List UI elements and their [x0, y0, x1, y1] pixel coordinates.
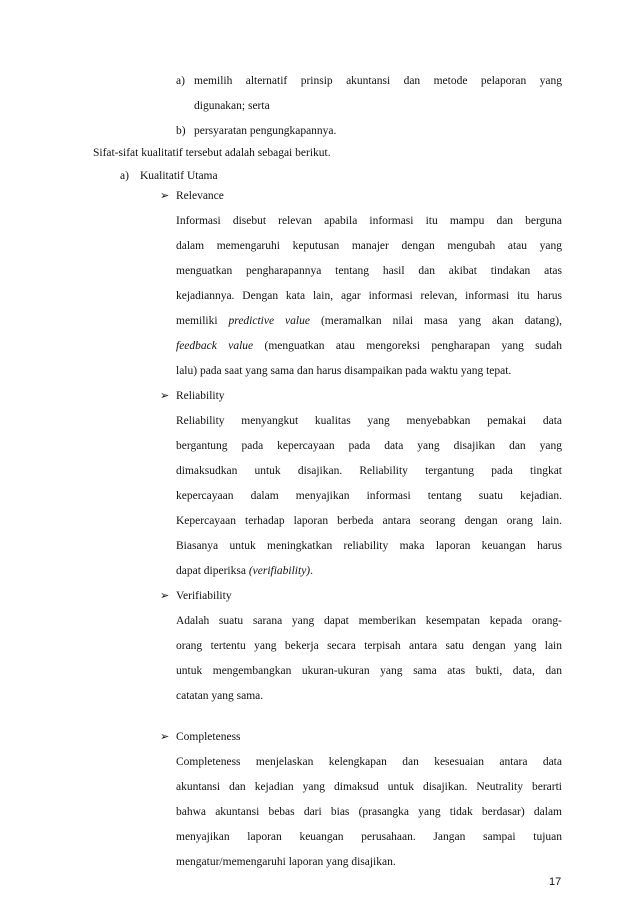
reliability-heading: Reliability [176, 390, 225, 402]
relevance-line5-pre: memiliki [176, 315, 218, 327]
verifiability-heading: Verifiability [176, 590, 232, 602]
completeness-line5: mengatur/memengaruhi laporan yang disajikan. [176, 856, 396, 868]
reliability-line3: dimaksudkan untuk disajikan. Reliability tergantung pada tingkat [176, 465, 562, 477]
bullet-arrow-icon: ➢ [160, 190, 170, 202]
reliability-line7 [176, 564, 313, 578]
section-a-title: Kualitatif Utama [140, 170, 218, 182]
verifiability-line4: catatan yang sama. [176, 690, 264, 702]
relevance-feedback-value: feedback value [176, 340, 254, 352]
relevance-line5-post: (meramalkan nilai masa yang akan datang), [320, 315, 562, 327]
verifiability-line2: orang tertentu yang bekerja secara terpisah antara satu dengan yang lain [176, 640, 562, 652]
reliability-line2: bergantung pada kepercayaan pada data yang disajikan dan yang [176, 440, 562, 452]
bullet-arrow-icon: ➢ [160, 731, 170, 743]
verifiability-line1: Adalah suatu sarana yang dapat memberikan kesempatan kepada orang- [176, 615, 562, 627]
list-item-b: persyaratan pengungkapannya. [194, 125, 337, 137]
bullet-arrow-icon: ➢ [160, 590, 170, 602]
relevance-line6 [176, 339, 562, 353]
completeness-line1: Completeness menjelaskan kelengkapan dan kesesuaian antara data [176, 756, 562, 768]
reliability-line1: Reliability menyangkut kualitas yang menyebabkan pemakai data [176, 415, 562, 427]
relevance-line2: dalam memengaruhi keputusan manajer dengan mengubah atau yang [176, 240, 562, 252]
relevance-heading: Relevance [176, 190, 224, 202]
completeness-line2: akuntansi dan kejadian yang dimaksud untuk disajikan. Neutrality berarti [176, 781, 562, 793]
list-marker-b: b) [176, 125, 186, 137]
list-item-a-line2: digunakan; serta [194, 100, 270, 112]
lead-sentence: Sifat-sifat kualitatif tersebut adalah sebagai berikut. [93, 147, 331, 159]
reliability-line5: Kepercayaan terhadap laporan berbeda antara seorang dengan orang lain. [176, 515, 562, 527]
completeness-heading: Completeness [176, 731, 241, 743]
relevance-line5 [176, 314, 562, 328]
relevance-line3: menguatkan pengharapannya tentang hasil dan akibat tindakan atas [176, 265, 562, 277]
relevance-line6-post: (menguatkan atau mengoreksi pengharapan yang sudah [264, 340, 563, 352]
completeness-line3: bahwa akuntansi bebas dari bias (prasangka yang tidak berdasar) dalam [176, 806, 562, 818]
relevance-line4: kejadiannya. Dengan kata lain, agar informasi relevan, informasi itu harus [176, 290, 562, 302]
page-number: 17 [549, 876, 562, 888]
list-marker-a: a) [176, 75, 185, 87]
reliability-line7-post: . [310, 565, 314, 577]
list-item-a-line1: memilih alternatif prinsip akuntansi dan metode pelaporan yang [194, 75, 562, 87]
relevance-line1: Informasi disebut relevan apabila informasi itu mampu dan berguna [176, 215, 562, 227]
reliability-line6: Biasanya untuk meningkatkan reliability maka laporan keuangan harus [176, 540, 562, 552]
relevance-line7: lalu) pada saat yang sama dan harus disampaikan pada waktu yang tepat. [176, 365, 512, 377]
relevance-predictive-value: predictive value [228, 315, 310, 327]
reliability-verifiability-term: (verifiability) [248, 565, 311, 577]
section-a-marker: a) [120, 170, 129, 182]
reliability-line7-pre: dapat diperiksa [176, 565, 246, 577]
reliability-line4: kepercayaan dalam menyajikan informasi tentang suatu kejadian. [176, 490, 562, 502]
completeness-line4: menyajikan laporan keuangan perusahaan. Jangan sampai tujuan [176, 831, 562, 843]
verifiability-line3: untuk mengembangkan ukuran-ukuran yang sama atas bukti, data, dan [176, 665, 562, 677]
bullet-arrow-icon: ➢ [160, 390, 170, 402]
